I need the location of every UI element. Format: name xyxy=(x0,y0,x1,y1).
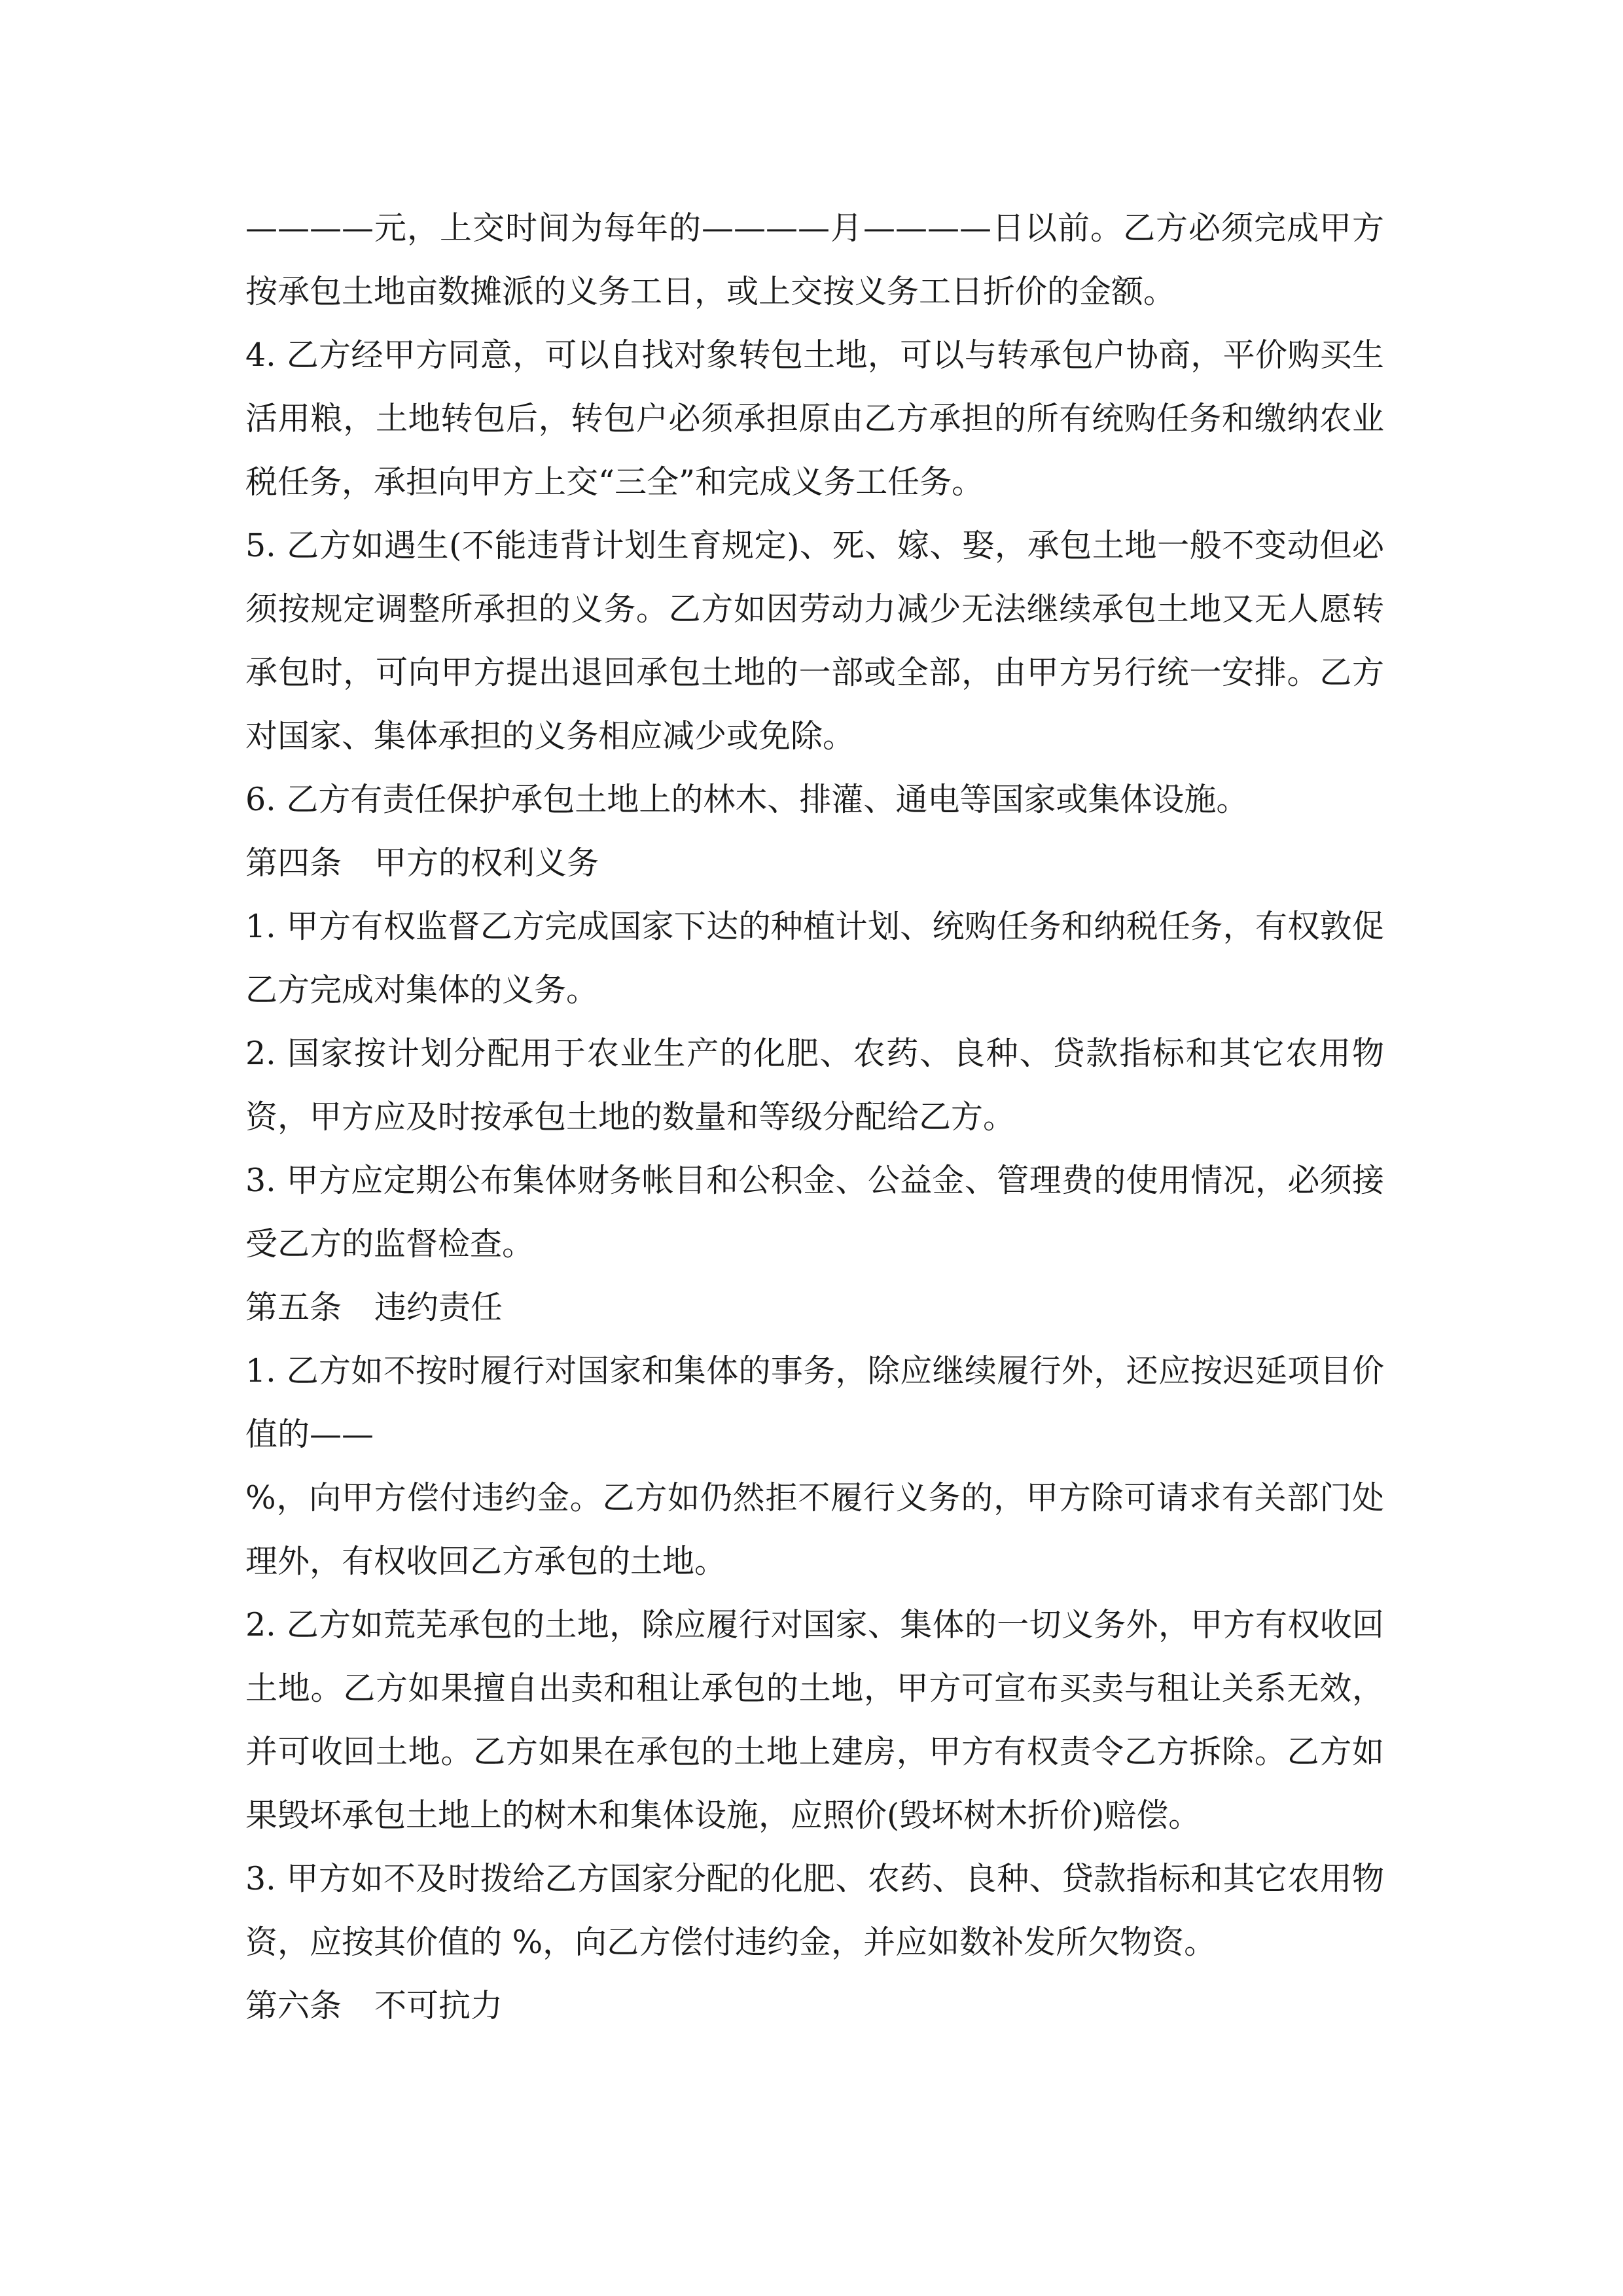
article-5-item-2: 2. 乙方如荒芜承包的土地，除应履行对国家、集体的一切义务外，甲方有权收回土地。乙方如果擅自出卖和租让承包的土地，甲方可宣布买卖与租让关系无效，并可收回土地。乙方如果在承包的土地上建房，甲方有权责令乙方拆除。乙方如果毁坏承包土地上的树木和集体设施，应照价(毁坏树木折价)赔偿。 xyxy=(245,1606,1384,1834)
article-4-item-1: 1. 甲方有权监督乙方完成国家下达的种植计划、统购任务和纳税任务，有权敦促乙方完成对集体的义务。 xyxy=(245,908,1384,1009)
article-5-item-1: 1. 乙方如不按时履行对国家和集体的事务，除应继续履行外，还应按迟延项目价值的—— xyxy=(245,1352,1384,1453)
article-title: 不可抗力 xyxy=(374,1987,503,2024)
article-number: 第五条 xyxy=(245,1289,342,1326)
paragraph-4: 4. 乙方经甲方同意，可以自找对象转包土地，可以与转承包户协商，平价购买生活用粮，土地转包后，转包户必须承担原由乙方承担的所有统购任务和缴纳农业税任务，承担向甲方上交“三全”和完成义务工任务。 xyxy=(245,336,1384,501)
article-5-item-1-cont: %，向甲方偿付违约金。乙方如仍然拒不履行义务的，甲方除可请求有关部门处理外，有权收回乙方承包的土地。 xyxy=(245,1479,1384,1580)
article-number: 第六条 xyxy=(245,1987,342,2024)
article-4-heading xyxy=(245,831,1384,895)
article-4-item-3: 3. 甲方应定期公布集体财务帐目和公积金、公益金、管理费的使用情况，必须接受乙方的监督检查。 xyxy=(245,1162,1384,1263)
paragraph-5: 5. 乙方如遇生(不能违背计划生育规定)、死、嫁、娶，承包土地一般不变动但必须按规定调整所承担的义务。乙方如因劳动力减少无法继续承包土地又无人愿转承包时，可向甲方提出退回承包土地的一部或全部，由甲方另行统一安排。乙方对国家、集体承担的义务相应减少或免除。 xyxy=(245,527,1384,755)
article-5-item-3: 3. 甲方如不及时拨给乙方国家分配的化肥、农药、良种、贷款指标和其它农用物资，应按其价值的 %，向乙方偿付违约金，并应如数补发所欠物资。 xyxy=(245,1860,1384,1961)
article-number: 第四条 xyxy=(245,844,342,882)
article-6-heading xyxy=(245,1974,1384,2037)
article-title: 违约责任 xyxy=(374,1289,503,1326)
paragraph-6: 6. 乙方有责任保护承包土地上的林木、排灌、通电等国家或集体设施。 xyxy=(245,781,1249,818)
document-page xyxy=(245,196,1384,2037)
article-4-item-2: 2. 国家按计划分配用于农业生产的化肥、农药、良种、贷款指标和其它农用物资，甲方应及时按承包土地的数量和等级分配给乙方。 xyxy=(245,1035,1384,1136)
paragraph-1: ————元，上交时间为每年的————月————日以前。乙方必须完成甲方按承包土地亩数摊派的义务工日，或上交按义务工日折价的金额。 xyxy=(245,209,1384,310)
article-title: 甲方的权利义务 xyxy=(374,844,599,882)
article-5-heading xyxy=(245,1276,1384,1339)
